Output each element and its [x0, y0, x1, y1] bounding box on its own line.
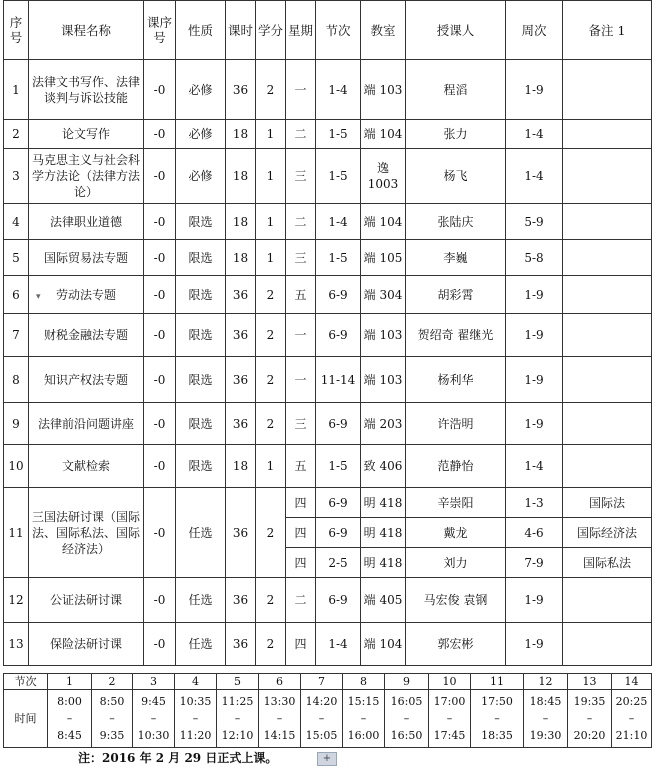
cell-weeks: 5-8 — [506, 240, 563, 276]
cell-teacher: 刘力 — [406, 548, 506, 578]
cell-teacher: 程滔 — [406, 60, 506, 120]
cell-period: 6-9 — [316, 403, 361, 445]
cell-teacher: 胡彩霄 — [406, 276, 506, 314]
header-cell: 周次 — [506, 1, 563, 60]
footnote: 注：2016 年 2 月 29 日正式上课。 — [78, 751, 278, 765]
cell-hours: 36 — [226, 578, 256, 623]
cell-no: 8 — [4, 357, 29, 403]
cell-credit: 2 — [256, 314, 286, 357]
header-cell: 教室 — [361, 1, 406, 60]
period-cell: 9 — [385, 674, 429, 690]
cell-credit: 1 — [256, 120, 286, 149]
time-start: 9:45 — [141, 695, 166, 708]
cell-period: 1-4 — [316, 60, 361, 120]
cell-type: 必修 — [176, 60, 226, 120]
cell-name: 知识产权法专题 — [29, 357, 144, 403]
period-cell: 7 — [301, 674, 343, 690]
time-end: 18:35 — [481, 729, 513, 742]
cell-period: 6-9 — [316, 578, 361, 623]
cell-no: 3 — [4, 149, 29, 204]
period-label: 节次 — [4, 674, 48, 690]
time-sep: – — [318, 712, 325, 725]
cell-weeks: 1-9 — [506, 60, 563, 120]
time-start: 20:25 — [615, 695, 648, 708]
cell-no: 12 — [4, 578, 29, 623]
cell-room: 端 104 — [361, 204, 406, 240]
cell-name: 劳动法专题 — [29, 276, 144, 314]
cell-seq: -0 — [144, 240, 176, 276]
cell-weeks: 1-4 — [506, 445, 563, 488]
cell-room: 端 103 — [361, 357, 406, 403]
time-cell — [471, 690, 524, 748]
time-sep: – — [234, 712, 241, 725]
header-cell: 备注 1 — [563, 1, 652, 60]
cell-teacher: 张陆庆 — [406, 204, 506, 240]
time-start: 17:00 — [433, 695, 466, 708]
time-row — [4, 690, 652, 748]
time-sep: – — [109, 712, 115, 725]
table-row — [4, 357, 652, 403]
table-row — [4, 314, 652, 357]
cell-room: 端 405 — [361, 578, 406, 623]
cell-room: 端 105 — [361, 240, 406, 276]
header-row — [4, 1, 652, 60]
time-end: 20:20 — [573, 729, 606, 742]
time-sep: – — [586, 712, 593, 725]
cell-weeks: 1-9 — [506, 623, 563, 666]
cell-seq: -0 — [144, 60, 176, 120]
cell-day: 五 — [286, 445, 316, 488]
header-cell: 课时 — [226, 1, 256, 60]
period-cell: 8 — [343, 674, 385, 690]
cell-name: 法律前沿问题讲座 — [29, 403, 144, 445]
cell-day: 四 — [286, 518, 316, 548]
cell-type: 限选 — [176, 403, 226, 445]
cell-day: 一 — [286, 314, 316, 357]
period-row — [4, 674, 652, 690]
cell-type: 必修 — [176, 149, 226, 204]
period-cell: 2 — [92, 674, 133, 690]
cell-note — [563, 240, 652, 276]
time-start: 8:00 — [57, 695, 82, 708]
time-start: 19:35 — [573, 695, 606, 708]
header-cell: 学分 — [256, 1, 286, 60]
cell-hours: 36 — [226, 357, 256, 403]
period-cell: 13 — [568, 674, 612, 690]
cell-teacher: 贺绍奇 翟继光 — [406, 314, 506, 357]
time-start: 18:45 — [529, 695, 562, 708]
time-cell — [429, 690, 471, 748]
course-table — [3, 0, 652, 666]
time-cell — [385, 690, 429, 748]
cell-no: 1 — [4, 60, 29, 120]
move-table-handle[interactable]: + — [317, 752, 337, 766]
cell-period: 1-4 — [316, 623, 361, 666]
cell-note — [563, 357, 652, 403]
header-cell: 课序号 — [144, 1, 176, 60]
cell-period: 1-4 — [316, 204, 361, 240]
cell-day: 三 — [286, 240, 316, 276]
table-row — [4, 445, 652, 488]
cell-no: 11 — [4, 488, 29, 578]
time-end: 11:20 — [179, 729, 212, 742]
cell-credit: 1 — [256, 445, 286, 488]
cell-note — [563, 120, 652, 149]
time-label: 时间 — [4, 690, 48, 748]
cell-period: 6-9 — [316, 276, 361, 314]
cell-credit: 2 — [256, 578, 286, 623]
time-cell — [175, 690, 217, 748]
cell-period: 1-5 — [316, 120, 361, 149]
cell-period: 1-5 — [316, 149, 361, 204]
time-start: 10:35 — [179, 695, 212, 708]
time-start: 14:20 — [305, 695, 338, 708]
cell-credit: 1 — [256, 240, 286, 276]
period-cell: 6 — [259, 674, 301, 690]
table-row — [4, 578, 652, 623]
cell-teacher: 戴龙 — [406, 518, 506, 548]
time-start: 15:15 — [347, 695, 380, 708]
time-cell — [568, 690, 612, 748]
cell-credit: 1 — [256, 149, 286, 204]
cell-period: 6-9 — [316, 518, 361, 548]
cell-hours: 18 — [226, 204, 256, 240]
cell-day: 五 — [286, 276, 316, 314]
cell-type: 限选 — [176, 357, 226, 403]
cell-seq: -0 — [144, 403, 176, 445]
cell-weeks: 1-3 — [506, 488, 563, 518]
cell-note — [563, 578, 652, 623]
dropdown-arrow-icon[interactable]: ▾ — [36, 292, 41, 302]
table-row — [4, 149, 652, 204]
cell-weeks: 1-4 — [506, 120, 563, 149]
cell-weeks: 1-9 — [506, 578, 563, 623]
period-cell: 11 — [471, 674, 524, 690]
header-cell: 序号 — [4, 1, 29, 60]
cell-seq: -0 — [144, 623, 176, 666]
cell-room: 明 418 — [361, 518, 406, 548]
cell-credit: 2 — [256, 488, 286, 578]
cell-day: 一 — [286, 60, 316, 120]
cell-seq: -0 — [144, 149, 176, 204]
cell-note — [563, 445, 652, 488]
time-end: 17:45 — [433, 729, 466, 742]
cell-teacher: 范静怡 — [406, 445, 506, 488]
cell-note — [563, 314, 652, 357]
cell-note — [563, 623, 652, 666]
cell-room: 明 418 — [361, 488, 406, 518]
cell-weeks: 1-4 — [506, 149, 563, 204]
cell-name: 公证法研讨课 — [29, 578, 144, 623]
time-cell — [133, 690, 175, 748]
period-time-table — [3, 673, 652, 748]
cell-credit: 2 — [256, 276, 286, 314]
header-cell: 星期 — [286, 1, 316, 60]
cell-note — [563, 149, 652, 204]
table-row — [4, 120, 652, 149]
cell-room: 致 406 — [361, 445, 406, 488]
period-cell: 1 — [48, 674, 92, 690]
cell-name: 法律文书写作、法律谈判与诉讼技能 — [29, 60, 144, 120]
cell-type: 限选 — [176, 204, 226, 240]
cell-teacher: 张力 — [406, 120, 506, 149]
cell-weeks: 1-9 — [506, 357, 563, 403]
cell-hours: 18 — [226, 120, 256, 149]
cell-day: 三 — [286, 149, 316, 204]
time-end: 8:45 — [57, 729, 82, 742]
cell-hours: 36 — [226, 60, 256, 120]
header-cell: 节次 — [316, 1, 361, 60]
cell-type: 任选 — [176, 623, 226, 666]
cell-weeks: 1-9 — [506, 276, 563, 314]
time-start: 8:50 — [99, 695, 125, 708]
cell-hours: 36 — [226, 276, 256, 314]
cell-no: 2 — [4, 120, 29, 149]
time-cell — [301, 690, 343, 748]
cell-teacher: 杨利华 — [406, 357, 506, 403]
time-sep: – — [276, 712, 283, 725]
period-cell: 3 — [133, 674, 175, 690]
cell-note — [563, 60, 652, 120]
table-row — [4, 403, 652, 445]
cell-hours: 18 — [226, 445, 256, 488]
period-cell: 12 — [524, 674, 568, 690]
cell-teacher: 马宏俊 袁钢 — [406, 578, 506, 623]
time-cell — [92, 690, 133, 748]
cell-period: 1-5 — [316, 445, 361, 488]
cell-day: 三 — [286, 403, 316, 445]
cell-name: 马克思主义与社会科学方法论（法律方法论） — [29, 149, 144, 204]
cell-seq: -0 — [144, 488, 176, 578]
table-row — [4, 623, 652, 666]
cell-room: 逸 1003 — [361, 149, 406, 204]
time-start: 13:30 — [263, 695, 296, 708]
cell-room: 端 203 — [361, 403, 406, 445]
cell-hours: 36 — [226, 623, 256, 666]
time-start: 17:50 — [481, 695, 513, 708]
cell-note — [563, 276, 652, 314]
cell-credit: 2 — [256, 623, 286, 666]
cell-weeks: 1-9 — [506, 403, 563, 445]
time-end: 19:30 — [529, 729, 562, 742]
cell-period: 6-9 — [316, 314, 361, 357]
time-end: 12:10 — [221, 729, 254, 742]
cell-name: 三国法研讨课（国际法、国际私法、国际经济法） — [29, 488, 144, 578]
cell-teacher: 李巍 — [406, 240, 506, 276]
time-cell — [612, 690, 652, 748]
cell-type: 必修 — [176, 120, 226, 149]
time-sep: – — [66, 712, 73, 725]
cell-name: 论文写作 — [29, 120, 144, 149]
cell-name: 国际贸易法专题 — [29, 240, 144, 276]
cell-note: 国际私法 — [563, 548, 652, 578]
time-sep: – — [360, 712, 367, 725]
time-sep: – — [542, 712, 549, 725]
cell-no: 7 — [4, 314, 29, 357]
cell-hours: 36 — [226, 403, 256, 445]
cell-period: 1-5 — [316, 240, 361, 276]
time-cell — [217, 690, 259, 748]
cell-hours: 18 — [226, 149, 256, 204]
cell-weeks: 1-9 — [506, 314, 563, 357]
cell-credit: 2 — [256, 357, 286, 403]
cell-credit: 2 — [256, 60, 286, 120]
cell-room: 端 104 — [361, 120, 406, 149]
cell-seq: -0 — [144, 445, 176, 488]
cell-type: 限选 — [176, 240, 226, 276]
cell-type: 任选 — [176, 488, 226, 578]
cell-room: 端 103 — [361, 60, 406, 120]
cell-teacher: 杨飞 — [406, 149, 506, 204]
table-row — [4, 60, 652, 120]
cell-seq: -0 — [144, 276, 176, 314]
cell-credit: 2 — [256, 403, 286, 445]
time-end: 10:30 — [137, 729, 170, 742]
cell-hours: 18 — [226, 240, 256, 276]
cell-room: 端 304 — [361, 276, 406, 314]
cell-no: 13 — [4, 623, 29, 666]
cell-note — [563, 403, 652, 445]
cell-day: 四 — [286, 623, 316, 666]
cell-seq: -0 — [144, 120, 176, 149]
time-sep: – — [403, 712, 410, 725]
cell-type: 任选 — [176, 578, 226, 623]
cell-period: 2-5 — [316, 548, 361, 578]
cell-day: 二 — [286, 120, 316, 149]
cell-teacher: 郭宏彬 — [406, 623, 506, 666]
cell-note — [563, 204, 652, 240]
cell-no: 9 — [4, 403, 29, 445]
cell-type: 限选 — [176, 445, 226, 488]
time-sep: – — [150, 712, 157, 725]
time-sep: – — [446, 712, 453, 725]
cell-weeks: 5-9 — [506, 204, 563, 240]
cell-room: 明 418 — [361, 548, 406, 578]
cell-hours: 36 — [226, 488, 256, 578]
cell-name: 财税金融法专题 — [29, 314, 144, 357]
period-cell: 14 — [612, 674, 652, 690]
time-end: 16:50 — [390, 729, 423, 742]
header-cell: 性质 — [176, 1, 226, 60]
time-cell — [524, 690, 568, 748]
cell-type: 限选 — [176, 276, 226, 314]
time-cell — [259, 690, 301, 748]
time-sep: – — [192, 712, 199, 725]
period-cell: 5 — [217, 674, 259, 690]
time-cell — [343, 690, 385, 748]
time-sep: – — [494, 712, 500, 725]
header-cell: 课程名称 — [29, 1, 144, 60]
cell-weeks: 4-6 — [506, 518, 563, 548]
time-end: 15:05 — [305, 729, 338, 742]
cell-seq: -0 — [144, 357, 176, 403]
cell-teacher: 辛崇阳 — [406, 488, 506, 518]
cell-name: 保险法研讨课 — [29, 623, 144, 666]
period-cell: 10 — [429, 674, 471, 690]
time-start: 16:05 — [390, 695, 423, 708]
cell-no: 4 — [4, 204, 29, 240]
cell-day: 二 — [286, 578, 316, 623]
table-row — [4, 240, 652, 276]
cell-day: 一 — [286, 357, 316, 403]
cell-note: 国际法 — [563, 488, 652, 518]
cell-seq: -0 — [144, 204, 176, 240]
header-cell: 授课人 — [406, 1, 506, 60]
cell-seq: -0 — [144, 578, 176, 623]
cell-no: 10 — [4, 445, 29, 488]
time-end: 16:00 — [347, 729, 380, 742]
cell-teacher: 许浩明 — [406, 403, 506, 445]
cell-day: 四 — [286, 488, 316, 518]
table-row — [4, 276, 652, 314]
time-cell — [48, 690, 92, 748]
cell-hours: 36 — [226, 314, 256, 357]
cell-note: 国际经济法 — [563, 518, 652, 548]
cell-room: 端 103 — [361, 314, 406, 357]
cell-room: 端 104 — [361, 623, 406, 666]
cell-seq: -0 — [144, 314, 176, 357]
cell-type: 限选 — [176, 314, 226, 357]
time-sep: – — [628, 712, 635, 725]
time-start: 11:25 — [221, 695, 254, 708]
cell-weeks: 7-9 — [506, 548, 563, 578]
cell-name: 文献检索 — [29, 445, 144, 488]
cell-day: 四 — [286, 548, 316, 578]
period-cell: 4 — [175, 674, 217, 690]
cell-name: 法律职业道德 — [29, 204, 144, 240]
cell-day: 二 — [286, 204, 316, 240]
cell-no: 5 — [4, 240, 29, 276]
table-row — [4, 488, 652, 518]
time-end: 14:15 — [263, 729, 296, 742]
cell-credit: 1 — [256, 204, 286, 240]
cell-period: 11-14 — [316, 357, 361, 403]
cell-no: 6 — [4, 276, 29, 314]
time-end: 9:35 — [99, 729, 125, 742]
cell-period: 6-9 — [316, 488, 361, 518]
table-row — [4, 204, 652, 240]
time-end: 21:10 — [615, 729, 648, 742]
